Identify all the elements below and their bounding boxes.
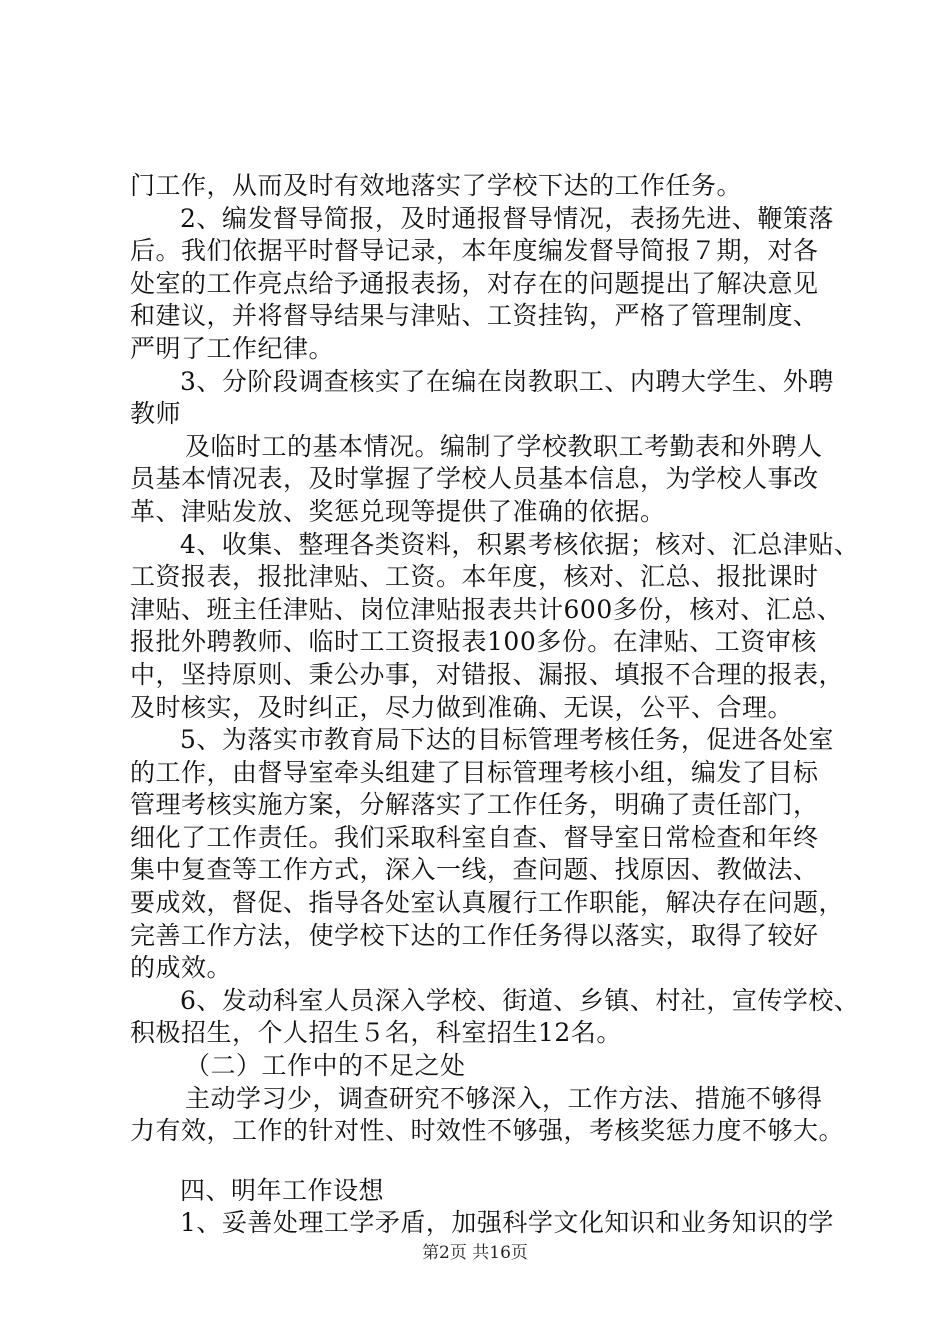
text-line: 管理考核实施方案，分解落实了工作任务，明确了责任部门，: [130, 790, 819, 820]
text-line: 津贴、班主任津贴、岗位津贴报表共计600多份，核对、汇总、: [130, 594, 843, 624]
paragraph-4-start: 4、收集、整理各类资料，积累考核依据；核对、汇总津贴、: [180, 529, 860, 559]
text-line: 严明了工作纪律。: [130, 333, 335, 363]
text-line-indented: 及临时工的基本情况。编制了学校教职工考勤表和外聘人: [185, 431, 823, 461]
text-line: 后。我们依据平时督导记录，本年度编发督导简报７期，对各: [130, 236, 819, 266]
paragraph-5-start: 5、为落实市教育局下达的目标管理考核任务，促进各处室: [180, 725, 834, 755]
text-line: 教师: [130, 399, 182, 429]
section-heading-shortcomings: （二）工作中的不足之处: [185, 1051, 466, 1081]
text-line: 积极招生，个人招生５名，科室招生12名。: [130, 1018, 622, 1048]
text-line: 力有效，工作的针对性、时效性不够强，考核奖惩力度不够大。: [130, 1116, 845, 1146]
text-line: 的工作，由督导室牵头组建了目标管理考核小组，编发了目标: [130, 757, 819, 787]
text-line: 和建议，并将督导结果与津贴、工资挂钩，严格了管理制度、: [130, 301, 819, 331]
text-line: 门工作，从而及时有效地落实了学校下达的工作任务。: [130, 171, 743, 200]
paragraph-plan-1-start: 1、妥善处理工学矛盾，加强科学文化知识和业务知识的学: [180, 1208, 834, 1238]
text-line: 员基本情况表，及时掌握了学校人员基本信息，为学校人事改: [130, 464, 819, 494]
paragraph-3-start: 3、分阶段调查核实了在编在岗教职工、内聘大学生、外聘: [180, 366, 834, 396]
text-line: 的成效。: [130, 953, 233, 983]
page-footer: 第2页 共16页: [422, 1243, 528, 1263]
text-line: 完善工作方法，使学校下达的工作任务得以落实，取得了较好: [130, 920, 819, 950]
text-line: 革、津贴发放、奖惩兑现等提供了准确的依据。: [130, 496, 666, 526]
paragraph-gap: [130, 1148, 840, 1175]
text-line: 集中复查等工作方式，深入一线，查问题、找原因、教做法、: [130, 855, 819, 885]
text-line: 中，坚持原则、秉公办事，对错报、漏报、填报不合理的报表，: [130, 659, 845, 689]
text-line: 工资报表，报批津贴、工资。本年度，核对、汇总、报批课时: [130, 562, 819, 592]
text-line: 细化了工作责任。我们采取科室自查、督导室日常检查和年终: [130, 822, 819, 852]
text-line: 及时核实，及时纠正，尽力做到准确、无误，公平、合理。: [130, 692, 794, 722]
text-line: 处室的工作亮点给予通报表扬，对存在的问题提出了解决意见: [130, 268, 819, 298]
text-line-indented: 主动学习少，调查研究不够深入，工作方法、措施不够得: [185, 1083, 823, 1113]
text-line: 要成效，督促、指导各处室认真履行工作职能，解决存在问题，: [130, 888, 845, 918]
document-body: [130, 170, 860, 1240]
section-heading-next-year: 四、明年工作设想: [180, 1175, 385, 1205]
paragraph-2-start: 2、编发督导简报，及时通报督导情况，表扬先进、鞭策落: [180, 203, 834, 233]
text-line: 报批外聘教师、临时工工资报表100多份。在津贴、工资审核: [130, 627, 817, 657]
paragraph-6-start: 6、发动科室人员深入学校、街道、乡镇、村社，宣传学校、: [180, 985, 860, 1015]
